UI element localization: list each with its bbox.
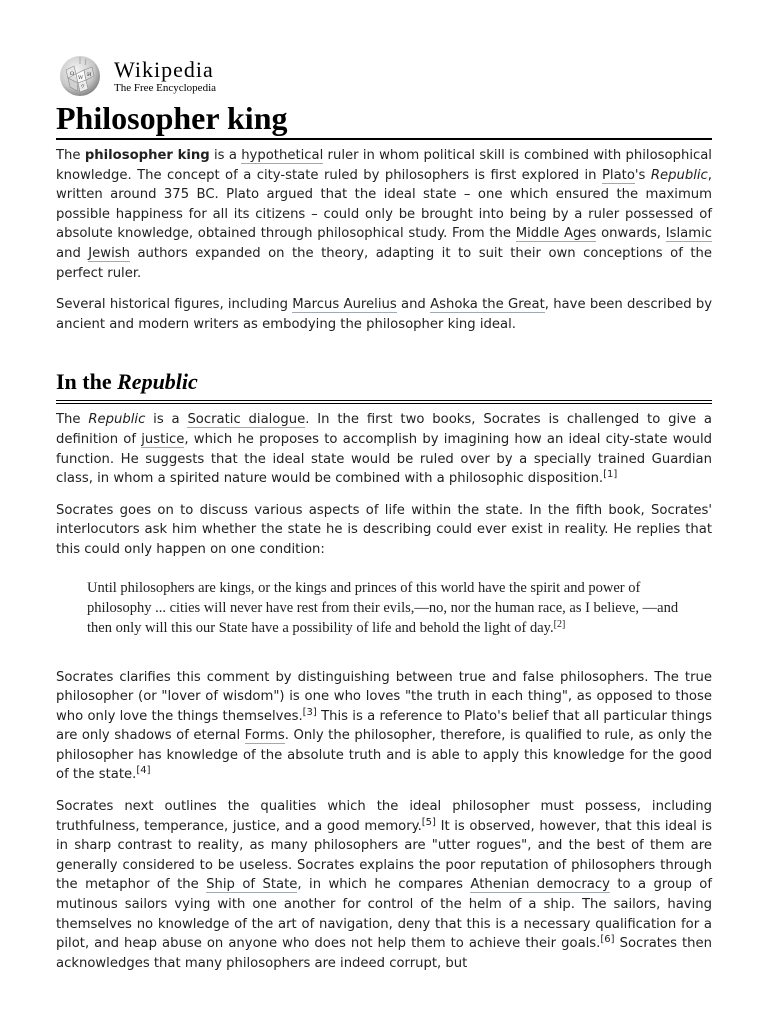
link-hypothetical[interactable]: hypothetical (241, 148, 324, 163)
bold-term: philosopher king (84, 148, 210, 163)
citation-link[interactable]: [4] (136, 765, 151, 777)
intro-section (56, 146, 712, 334)
section-heading-republic (56, 368, 712, 404)
section-heading-plain: In the (56, 369, 118, 395)
svg-text:W: W (78, 75, 84, 81)
italic-term: Republic (650, 167, 708, 183)
citation-link[interactable]: [6] (600, 934, 615, 946)
citation (136, 765, 150, 776)
link-athenian-democracy[interactable]: Athenian democracy (470, 877, 610, 893)
link-ship-of-state[interactable]: Ship of State (206, 877, 298, 893)
svg-text:ウ: ウ (80, 84, 86, 90)
link-plato[interactable]: Plato (601, 167, 635, 183)
citation-link[interactable]: [5] (421, 816, 436, 828)
paragraph: Socrates goes on to discuss various aspects of life within the state. In the fifth book, Socrates' interlocutors ask him whether the state he is describing could ever exist in reality. He replies that this could only happen on one condition: (56, 502, 712, 557)
section-heading-italic: Republic (117, 369, 198, 395)
link-ashoka-the-great[interactable]: Ashoka the Great (430, 297, 545, 313)
site-header (56, 54, 712, 98)
citation (554, 619, 566, 630)
paragraph: Socrates next outlines the qualities which the ideal philosopher must possess, including truthfulness, temperance, justice, and a good memory.[5] It is observed, however, that this ideal is in sharp contrast to reality, as many philosophers are "utter rogues", and the best of them are generally considered to be useless. Socrates explains the poor reputation of philosophers through the metaphor of the Ship of State, in which he compares Athenian democracy to a group of mutinous sailors vying with one another for control of the helm of a ship. The sailors, having themselves no knowledge of the art of navigation, deny that this is a necessary qualification for a pilot, and heap abuse on anyone who does not help them to achieve their goals.[6] Socrates then acknowledges that many philosophers are indeed corrupt, but (56, 799, 712, 971)
svg-text:Ω: Ω (70, 71, 75, 77)
citation (303, 707, 317, 718)
citation (422, 817, 436, 828)
link-middle-ages[interactable]: Middle Ages (515, 226, 597, 242)
wikipedia-globe-icon[interactable] (56, 54, 104, 98)
paragraph: Socrates clarifies this comment by distinguishing between true and false philosophers. The true philosopher (or "lover of wisdom") is one who loves "the truth in each thing", as opposed to those who only love the things themselves.[3] This is a reference to Plato's belief that all particular things are only shadows of eternal Forms. Only the philosopher, therefore, is qualified to rule, as only the philosopher has knowledge of the absolute truth and is able to apply this knowledge for the good of the state.[4] (56, 669, 712, 783)
link-islamic[interactable]: Islamic (665, 226, 712, 242)
logo-tagline: The Free Encyclopedia (114, 81, 217, 94)
link-socratic-dialogue[interactable]: Socratic dialogue (187, 412, 306, 428)
citation-link[interactable]: [1] (603, 469, 618, 481)
link-justice[interactable]: justice (141, 431, 185, 447)
article-page (56, 54, 712, 973)
link-forms[interactable]: Forms (244, 728, 285, 744)
section-paragraphs-after (56, 668, 712, 974)
citation-link[interactable]: [2] (553, 618, 566, 630)
paragraph: The philosopher king is a hypothetical ruler in whom political skill is combined with philosophical knowledge. The concept of a city-state ruled by philosophers is first explored in Plato's Republic, written around 375 BC. Plato argued that the ideal state – one which ensured the maximum possible happiness for all its citizens – could only be brought into being by a ruler possessed of absolute knowledge, obtained through philosophical study. From the Middle Ages onwards, Islamic and Jewish authors expanded on the theory, adapting it to suit their own conceptions of the perfect ruler. (56, 148, 712, 281)
page-title: Philosopher king (56, 100, 712, 140)
logo-name: Wikipedia (114, 56, 214, 82)
wikipedia-wordmark[interactable] (114, 58, 216, 95)
italic-term: Republic (88, 412, 146, 428)
link-marcus-aurelius[interactable]: Marcus Aurelius (292, 297, 397, 313)
citation (600, 934, 614, 945)
paragraph: The Republic is a Socratic dialogue. In the first two books, Socrates is challenged to give a definition of justice, which he proposes to accomplish by imagining how an ideal city-state would function. He suggests that the ideal state would be ruled over by a specially trained Guardian class, in whom a spirited nature would be combined with a philosophic disposition.[1] (56, 412, 712, 487)
plato-quote: Until philosophers are kings, or the kings and princes of this world have the spirit and power of philosophy ... cities will never have rest from their evils,—no, nor the human race, as I believe, —and then only will this our State have a possibility of life and behold the light of day.[2] (87, 579, 679, 636)
paragraph: Several historical figures, including Marcus Aurelius and Ashoka the Great, have been described by ancient and modern writers as embodying the philosopher king ideal. (56, 297, 713, 332)
section-paragraphs-before (56, 410, 712, 559)
svg-text:И: И (87, 72, 92, 78)
link-jewish[interactable]: Jewish (88, 245, 130, 261)
citation (603, 469, 617, 480)
citation-link[interactable]: [3] (302, 706, 317, 718)
